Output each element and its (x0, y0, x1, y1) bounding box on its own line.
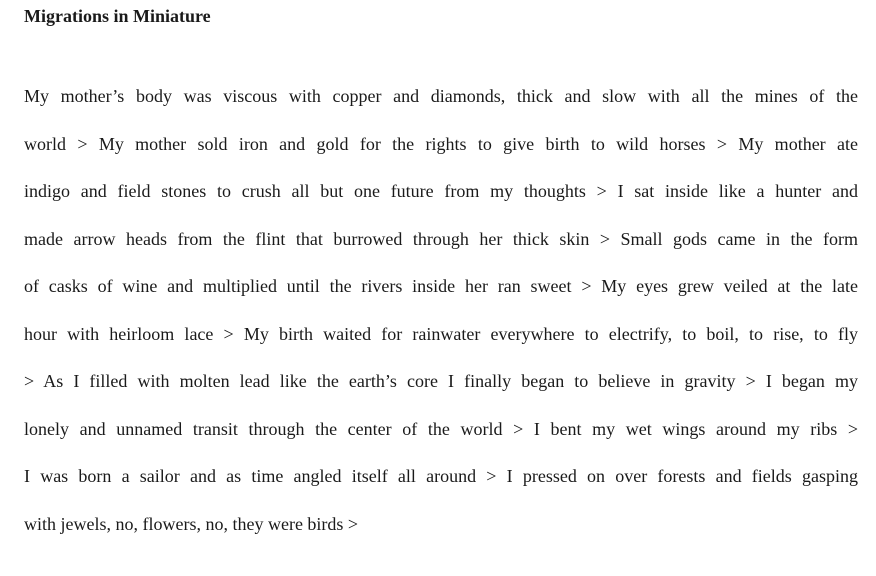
poem-body (24, 73, 858, 548)
poem-line: > As I filled with molten lead like the earth’s core I finally began to believe in gravity > I began my (24, 371, 858, 391)
poem-line: My mother’s body was viscous with copper and diamonds, thick and slow with all the mines of the (24, 86, 858, 106)
poem-line: world > My mother sold iron and gold for the rights to give birth to wild horses > My mother ate (24, 133, 858, 154)
poem-line: hour with heirloom lace > My birth waited for rainwater everywhere to electrify, to boil, to rise, to fly (24, 323, 858, 344)
poem-line: indigo and field stones to crush all but one future from my thoughts > I sat inside like a hunter and (24, 181, 858, 201)
poem-title: Migrations in Miniature (24, 6, 211, 26)
poem-line: with jewels, no, flowers, no, they were birds > (24, 513, 359, 534)
poem-line: of casks of wine and multiplied until the rivers inside her ran sweet > My eyes grew veiled at the late (24, 276, 858, 296)
poem-line: lonely and unnamed transit through the center of the world > I bent my wet wings around my ribs > (24, 418, 858, 439)
poem-line: I was born a sailor and as time angled itself all around > I pressed on over forests and fields gasping (24, 466, 858, 486)
poem-line: made arrow heads from the flint that burrowed through her thick skin > Small gods came in the form (24, 228, 858, 249)
